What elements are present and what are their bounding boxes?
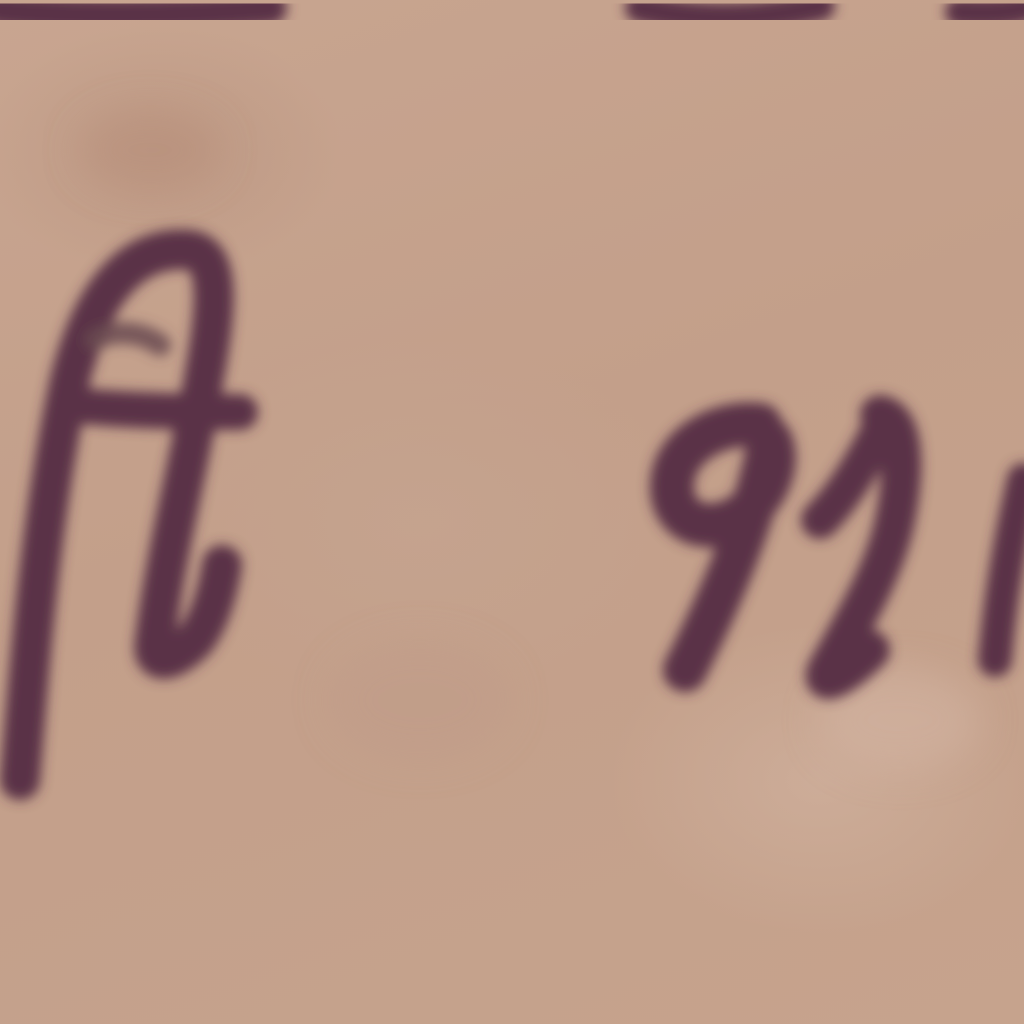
previous-line-fragments [0,6,1024,18]
handwritten-letter-capital [20,250,240,780]
handwritten-letters-cursive [672,415,1024,679]
